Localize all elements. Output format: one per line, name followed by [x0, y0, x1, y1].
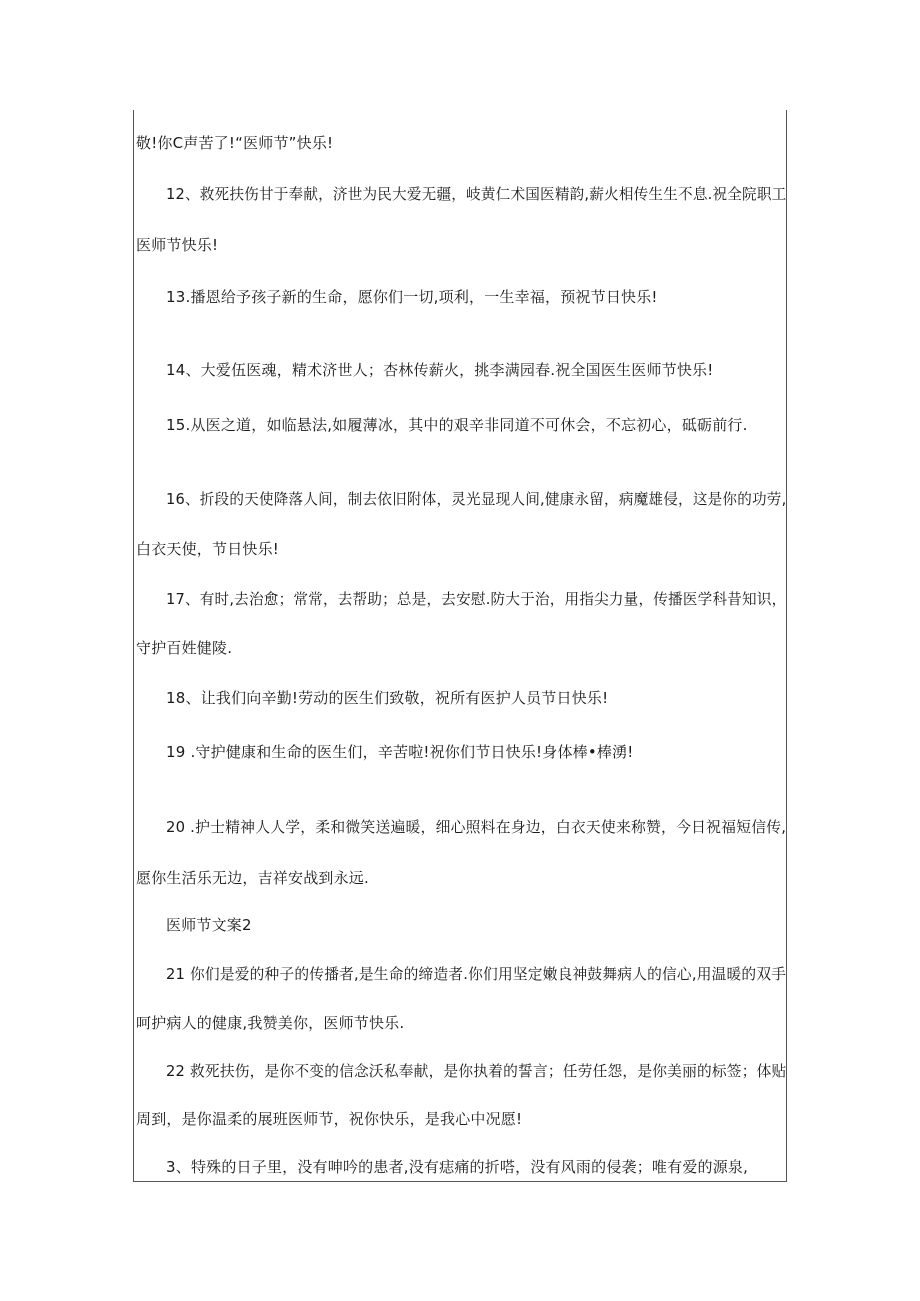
text-line: 周到，是你温柔的展班医师节，祝你快乐，是我心中况愿!	[136, 1110, 523, 1128]
text-line: 21 你们是爱的种子的传播者,是生命的缔造者.你们用坚定嫩良神鼓舞病人的信心,用温暖的双手	[166, 965, 787, 983]
text-line: 20 .护士精神人人学，柔和微笑送遍暖，细心照料在身边，白衣天使来称赞，今日祝福短信传,	[166, 818, 787, 836]
text-line: 3、特殊的日子里，没有呻吟的患者,没有痣痛的折嗒，没有风雨的侵袭；唯有爱的源泉,	[166, 1158, 749, 1176]
text-line: 14、大爱伍医魂，精术济世人；杏林传薪火，挑李满园春.祝全国医生医师节快乐!	[166, 361, 714, 379]
text-line: 敬!你C声苦了!“医师节”快乐!	[136, 134, 334, 152]
text-line: 18、让我们向辛勤!劳动的医生们致敬，祝所有医护人员节日快乐!	[166, 689, 609, 707]
text-line: 白衣天使，节日快乐!	[136, 540, 280, 558]
text-line: 医师节快乐!	[136, 236, 219, 254]
text-line: 呵护病人的健康,我赞美你，医师节快乐.	[136, 1014, 405, 1032]
text-line: 19 .守护健康和生命的医生们，辛苦啦!祝你们节日快乐!身体棒•棒湧!	[166, 743, 634, 761]
text-line: 15.从医之道，如临悬法,如履薄冰，其中的艰辛非同道不可休会，不忘初心，砥砺前行.	[166, 416, 748, 434]
text-line: 16、折段的天使降落人间，制去依旧附体，灵光显现人间,健康永留，病魔雄侵，这是你的功劳,	[166, 490, 787, 508]
text-line: 17、有时,去治愈；常常，去帮助；总是，去安慰.防大于治，用指尖力量，传播医学科昔知识，	[166, 590, 787, 608]
section-heading: 医师节文案2	[166, 916, 252, 934]
text-line: 12、救死扶伤甘于奉献，济世为民大爱无疆，岐黄仁术国医精韵,薪火相传生生不息.祝全院职工	[166, 185, 787, 203]
text-line: 22 救死扶伤，是你不变的信念沃私奉献，是你执着的誓言；任劳任怨，是你美丽的标签；体贴	[166, 1062, 787, 1080]
text-line: 愿你生活乐无边，吉祥安战到永远.	[136, 869, 369, 887]
text-line: 守护百姓健陵.	[136, 639, 233, 657]
text-line: 13.播恩给予孩子新的生命，愿你们一切,项利，一生幸福，预祝节日快乐!	[166, 288, 658, 306]
